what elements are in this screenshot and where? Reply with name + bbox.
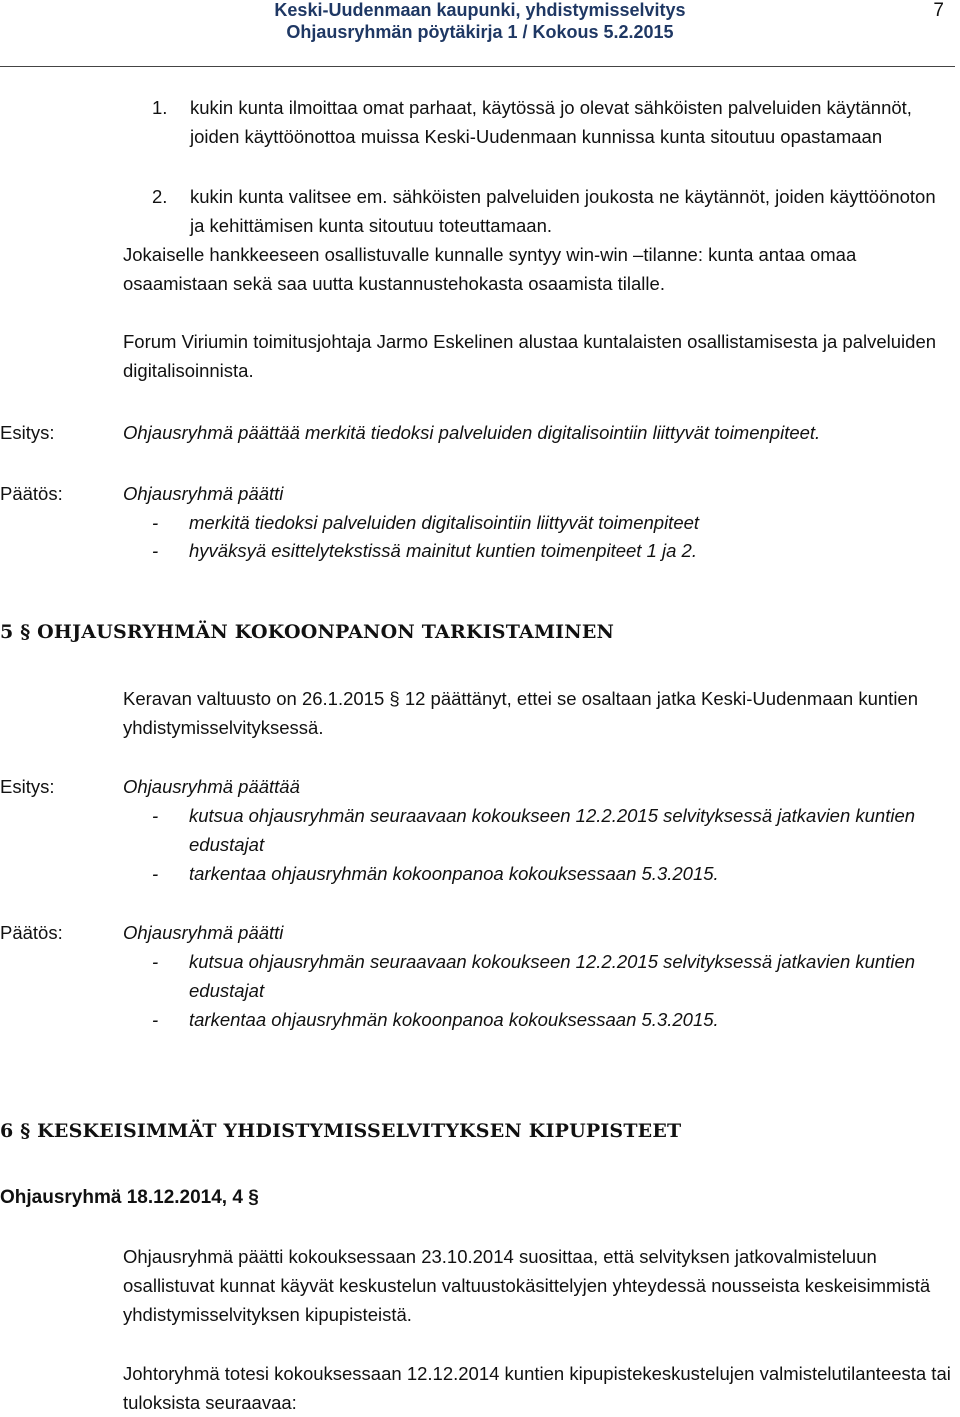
paatos-label: Päätös: bbox=[0, 483, 63, 504]
esitys-item: tarkentaa ohjausryhmän kokoonpanoa kokouksessaan 5.3.2015. bbox=[189, 863, 719, 884]
section-heading: 5 § OHJAUSRYHMÄN KOKOONPANON TARKISTAMINEN bbox=[0, 621, 615, 643]
paatos-item: tarkentaa ohjausryhmän kokoonpanoa kokouksessaan 5.3.2015. bbox=[189, 1009, 719, 1030]
paatos-item: kutsua ohjausryhmän seuraavaan kokoukseen 12.2.2015 selvityksessä jatkavien kuntien edustajat bbox=[189, 951, 916, 1001]
header-title: Keski-Uudenmaan kaupunki, yhdistymisselvitys bbox=[274, 0, 686, 20]
bullet-dash: - bbox=[152, 951, 159, 972]
section-heading: 6 § KESKEISIMMÄT YHDISTYMISSELVITYKSEN KIPUPISTEET bbox=[0, 1120, 682, 1142]
page-number: 7 bbox=[933, 0, 944, 21]
section-subheading: Ohjausryhmä 18.12.2014, 4 § bbox=[0, 1187, 259, 1208]
list-number: 1. bbox=[152, 97, 168, 118]
paragraph: Ohjausryhmä päätti kokouksessaan 23.10.2014 suosittaa, että selvityksen jatkovalmisteluun osallistuvat kunnat käyvät keskustelun valtuustokäsittelyjen yhteydessä nousseista keskeisimmistä yhdistymisselvityksen kipupisteistä. bbox=[123, 1246, 931, 1325]
paragraph: Johtoryhmä totesi kokouksessaan 12.12.2014 kuntien kipupistekeskustelujen valmistelutilanteesta tai tuloksista seuraavaa: bbox=[123, 1363, 951, 1413]
list-text: kukin kunta valitsee em. sähköisten palveluiden joukosta ne käytännöt, joiden käyttöönoton ja kehittämisen kunta sitoutuu toteuttamaan. bbox=[190, 186, 936, 236]
bullet-dash: - bbox=[152, 512, 159, 533]
paatos-intro: Ohjausryhmä päätti bbox=[123, 922, 284, 943]
bullet-dash: - bbox=[152, 540, 159, 561]
esitys-label: Esitys: bbox=[0, 776, 55, 797]
header-divider bbox=[0, 66, 955, 67]
bullet-dash: - bbox=[152, 863, 159, 884]
paatos-label: Päätös: bbox=[0, 922, 63, 943]
paatos-item: merkitä tiedoksi palveluiden digitalisointiin liittyvät toimenpiteet bbox=[189, 512, 700, 533]
list-item bbox=[152, 93, 952, 151]
bullet-dash: - bbox=[152, 805, 159, 826]
esitys-label: Esitys: bbox=[0, 422, 55, 443]
list-number: 2. bbox=[152, 186, 168, 207]
list-item bbox=[152, 182, 952, 240]
esitys-item: kutsua ohjausryhmän seuraavaan kokoukseen 12.2.2015 selvityksessä jatkavien kuntien edustajat bbox=[189, 805, 916, 855]
header-subtitle: Ohjausryhmän pöytäkirja 1 / Kokous 5.2.2015 bbox=[286, 22, 674, 42]
paragraph-winwin: Jokaiselle hankkeeseen osallistuvalle kunnalle syntyy win-win –tilanne: kunta antaa omaa osaamistaan sekä saa uutta kustannustehokasta osaamista tilalle. bbox=[123, 244, 857, 294]
page-header bbox=[0, 0, 960, 66]
section-intro: Keravan valtuusto on 26.1.2015 § 12 päättänyt, ettei se osaltaan jatka Keski-Uudenmaan kuntien yhdistymisselvityksessä. bbox=[123, 688, 919, 738]
esitys-text: Ohjausryhmä päättää merkitä tiedoksi palveluiden digitalisointiin liittyvät toimenpiteet. bbox=[123, 422, 821, 443]
bullet-dash: - bbox=[152, 1009, 159, 1030]
esitys-intro: Ohjausryhmä päättää bbox=[123, 776, 300, 797]
paatos-item: hyväksyä esittelytekstissä mainitut kuntien toimenpiteet 1 ja 2. bbox=[189, 540, 697, 561]
paragraph-forum: Forum Viriumin toimitusjohtaja Jarmo Eskelinen alustaa kuntalaisten osallistamisesta ja palveluiden digitalisoinnista. bbox=[123, 331, 937, 381]
paatos-intro: Ohjausryhmä päätti bbox=[123, 483, 284, 504]
list-text: kukin kunta ilmoittaa omat parhaat, käytössä jo olevat sähköisten palveluiden käytännöt, joiden käyttöönottoa muissa Keski-Uudenmaan kunnissa kunta sitoutuu opastamaan bbox=[190, 97, 912, 147]
